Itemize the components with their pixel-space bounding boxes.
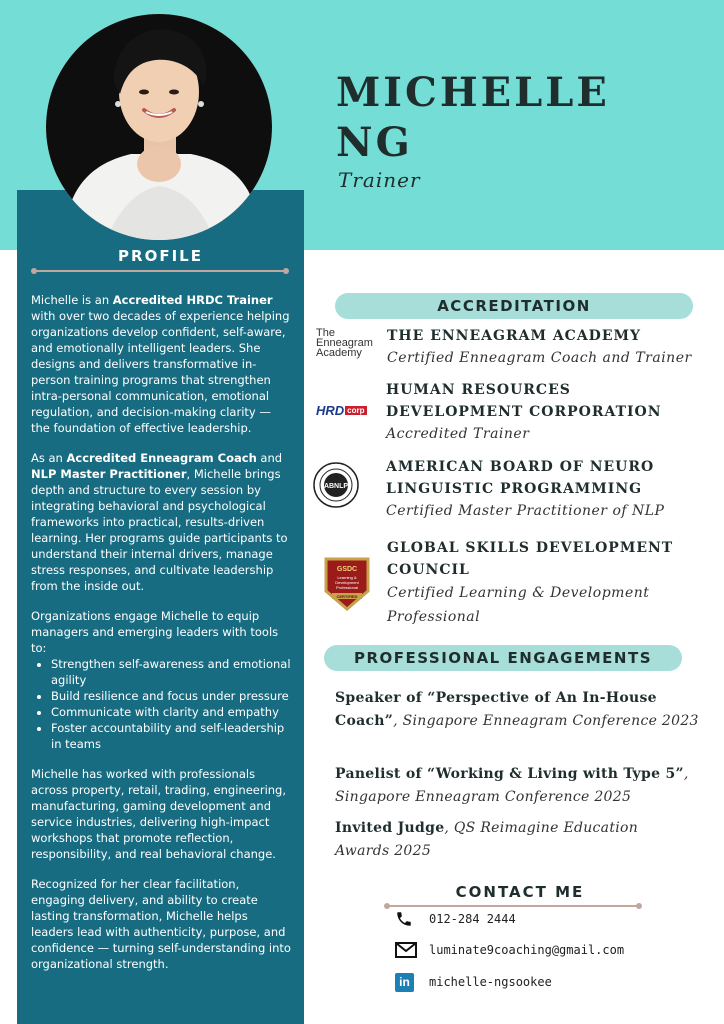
list-item: • Communicate with clarity and empathy	[51, 704, 293, 720]
phone-icon	[395, 909, 417, 929]
phone-number: 012-284 2444	[429, 912, 516, 926]
accreditation-title: AMERICAN BOARD OF NEURO LINGUISTIC PROGRAMMING	[386, 459, 655, 497]
enneagram-academy-logo: The Enneagram Academy	[316, 327, 373, 359]
profile-body	[31, 292, 293, 986]
list-item: • Strengthen self-awareness and emotional agility	[51, 656, 293, 688]
list-item: • Foster accountability and self-leadership in teams	[51, 720, 293, 752]
engagement-item: Speaker of “Perspective of An In-House Coach”, Singapore Enneagram Conference 2023	[335, 690, 699, 729]
profile-photo	[46, 14, 272, 240]
contact-heading: CONTACT ME	[455, 883, 585, 901]
contact-phone[interactable]	[395, 909, 516, 929]
profile-paragraph: Michelle has worked with professionals across property, retail, trading, engineering, manufacturing, gaming development and service industries, delivering high-impact workshops that promote reflection, responsibility, and real behavioral change.	[31, 767, 287, 861]
contact-email[interactable]	[395, 940, 624, 960]
accreditation-subtitle: Accredited Trainer	[386, 426, 530, 442]
name-heading	[336, 68, 610, 168]
name-first: MICHELLE	[336, 69, 610, 116]
profile-paragraph: Organizations engage Michelle to equip managers and emerging leaders with tools to:	[31, 609, 279, 655]
svg-text:CERTIFIED: CERTIFIED	[336, 594, 358, 599]
svg-text:ABNLP: ABNLP	[323, 483, 349, 490]
accreditation-title: GLOBAL SKILLS DEVELOPMENT COUNCIL	[387, 540, 674, 578]
accreditation-title: THE ENNEAGRAM ACADEMY	[387, 328, 641, 344]
profile-bullet-list	[31, 656, 293, 752]
accreditation-subtitle: Certified Enneagram Coach and Trainer	[387, 350, 692, 366]
accreditation-heading: ACCREDITATION	[335, 293, 693, 319]
abnlp-seal-logo	[313, 462, 359, 508]
profile-paragraph: As an Accredited Enneagram Coach and NLP Master Practitioner, Michelle brings depth and structure to every session by integrating behavioral and psychological frameworks into practical, results-driven learning. Her programs guide participants to understand their internal drivers, manage stress responses, and cultivate leadership from the inside out.	[31, 451, 288, 593]
list-item: • Build resilience and focus under pressure	[51, 688, 293, 704]
email-address: luminate9coaching@gmail.com	[429, 943, 625, 957]
linkedin-handle: michelle-ngsookee	[429, 975, 552, 989]
profile-paragraph: Recognized for her clear facilitation, engaging delivery, and ability to create lasting transformation, Michelle helps leaders lead with authenticity, purpose, and confidence — turning self-understanding into organizational strength.	[31, 877, 291, 971]
svg-text:Development: Development	[335, 580, 359, 585]
name-last: NG	[336, 119, 413, 166]
portrait-illustration	[46, 14, 272, 240]
email-icon	[395, 940, 417, 960]
contact-divider	[387, 905, 639, 907]
engagements-heading: PROFESSIONAL ENGAGEMENTS	[324, 645, 682, 671]
gsdc-badge-logo	[320, 555, 374, 611]
profile-divider	[34, 270, 286, 272]
contact-linkedin[interactable]	[395, 972, 552, 992]
linkedin-icon: in	[395, 972, 417, 992]
profile-heading: PROFILE	[118, 247, 203, 265]
profile-paragraph: Michelle is an Accredited HRDC Trainer with over two decades of experience helping organizations develop confident, self-aware, and emotionally intelligent leaders. She designs and delivers transformative in-person training programs that strengthen intra-personal communication, emotional regulation, and decision-making clarity — the foundation of effective leadership.	[31, 293, 290, 435]
accreditation-title: HUMAN RESOURCES DEVELOPMENT CORPORATION	[386, 382, 662, 420]
accreditation-subtitle: Certified Learning & Development Professional	[387, 585, 650, 625]
svg-text:Professional: Professional	[335, 585, 359, 590]
svg-text:GSDC: GSDC	[336, 566, 358, 573]
role-title: Trainer	[338, 168, 421, 192]
accreditation-subtitle: Certified Master Practitioner of NLP	[386, 503, 665, 519]
engagement-item: Panelist of “Working & Living with Type 5”, Singapore Enneagram Conference 2025	[335, 766, 689, 805]
svg-text:Learning &: Learning &	[337, 575, 357, 580]
hrdcorp-logo: HRD corp	[316, 403, 365, 418]
engagement-item: Invited Judge, QS Reimagine Education Awards 2025	[335, 820, 639, 859]
